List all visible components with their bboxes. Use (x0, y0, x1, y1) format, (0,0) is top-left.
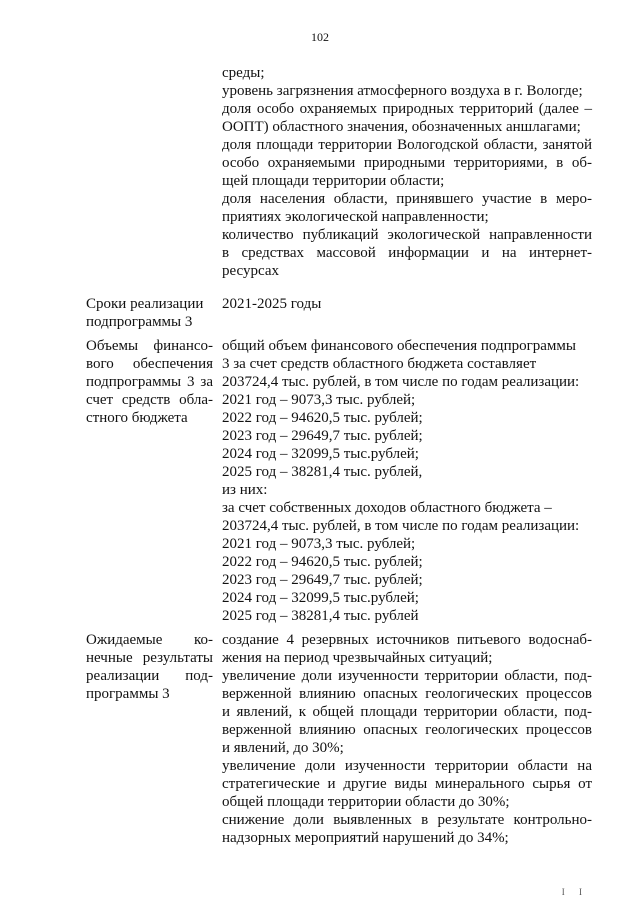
terms-value: 2021-2025 годы (222, 296, 322, 312)
funding-label-line: счет средств обла- (86, 392, 213, 408)
funding-label-line: вого обеспечения (86, 356, 213, 372)
page-number: 102 (311, 30, 329, 44)
funding-line: 203724,4 тыс. рублей, в том числе по годам реализации: (222, 518, 580, 534)
continuation-line: количество публикаций экологической направленности (222, 227, 592, 243)
results-line: увеличение доли изученности территории области на (222, 758, 592, 774)
results-line: и явлений, до 30%; (222, 740, 344, 756)
terms-label-line: подпрограммы 3 (86, 314, 193, 330)
funding-line: 2021 год – 9073,3 тыс. рублей; (222, 536, 416, 552)
funding-line: за счет собственных доходов областного бюджета – (222, 500, 552, 516)
continuation-line: уровень загрязнения атмосферного воздуха в г. Вологде; (222, 83, 583, 99)
results-line: верженной влиянию опасных геологических процессов (222, 686, 592, 702)
results-line: и явлений, к общей площади территории области, под- (222, 704, 592, 720)
results-line: создание 4 резервных источников питьевого водоснаб- (222, 632, 592, 648)
continuation-line: в средствах массовой информации и на интернет- (222, 245, 592, 261)
funding-label-line: стного бюджета (86, 410, 188, 426)
results-label-line: Ожидаемые ко- (86, 632, 213, 648)
continuation-line: приятиях экологической направленности; (222, 209, 489, 225)
results-line: верженной влиянию опасных геологических процессов (222, 722, 592, 738)
continuation-line: щей площади территории области; (222, 173, 445, 189)
funding-line: 2022 год – 94620,5 тыс. рублей; (222, 554, 423, 570)
funding-line: 3 за счет средств областного бюджета составляет (222, 356, 537, 372)
results-line: снижение доли выявленных в результате контрольно- (222, 812, 592, 828)
results-line: увеличение доли изученности территории области, под- (222, 668, 592, 684)
funding-line: 2021 год – 9073,3 тыс. рублей; (222, 392, 416, 408)
results-label-line: нечные результаты (86, 650, 213, 666)
results-label-line: программы 3 (86, 686, 170, 702)
continuation-line: доля населения области, принявшего участие в меро- (222, 191, 592, 207)
funding-line: общий объем финансового обеспечения подпрограммы (222, 338, 576, 354)
funding-line: 2023 год – 29649,7 тыс. рублей; (222, 572, 423, 588)
continuation-line: особо охраняемыми природными территориями, в об- (222, 155, 592, 171)
continuation-line: среды; (222, 65, 265, 81)
corner-mark: I I (561, 887, 588, 897)
continuation-line: ресурсах (222, 263, 279, 279)
continuation-line: доля особо охраняемых природных территорий (далее – (222, 101, 592, 117)
results-label-line: реализации под- (86, 668, 213, 684)
funding-line: 2024 год – 32099,5 тыс.рублей; (222, 590, 419, 606)
funding-label-line: Объемы финансо- (86, 338, 213, 354)
funding-line: 2023 год – 29649,7 тыс. рублей; (222, 428, 423, 444)
results-line: жения на период чрезвычайных ситуаций; (222, 650, 493, 666)
results-line: общей площади территории области до 30%; (222, 794, 510, 810)
funding-line: 203724,4 тыс. рублей, в том числе по годам реализации: (222, 374, 580, 390)
funding-line: 2025 год – 38281,4 тыс. рублей, (222, 464, 423, 480)
funding-line: 2025 год – 38281,4 тыс. рублей (222, 608, 419, 624)
funding-label-line: подпрограммы 3 за (86, 374, 213, 390)
continuation-line: доля площади территории Вологодской области, занятой (222, 137, 592, 153)
results-line: надзорных мероприятий нарушений до 34%; (222, 830, 509, 846)
terms-label-line: Сроки реализации (86, 296, 204, 312)
funding-line: из них: (222, 482, 268, 498)
funding-line: 2024 год – 32099,5 тыс.рублей; (222, 446, 419, 462)
continuation-line: ООПТ) областного значения, обозначенных аншлагами; (222, 119, 581, 135)
funding-line: 2022 год – 94620,5 тыс. рублей; (222, 410, 423, 426)
results-line: стратегические и другие виды минерального сырья от (222, 776, 592, 792)
